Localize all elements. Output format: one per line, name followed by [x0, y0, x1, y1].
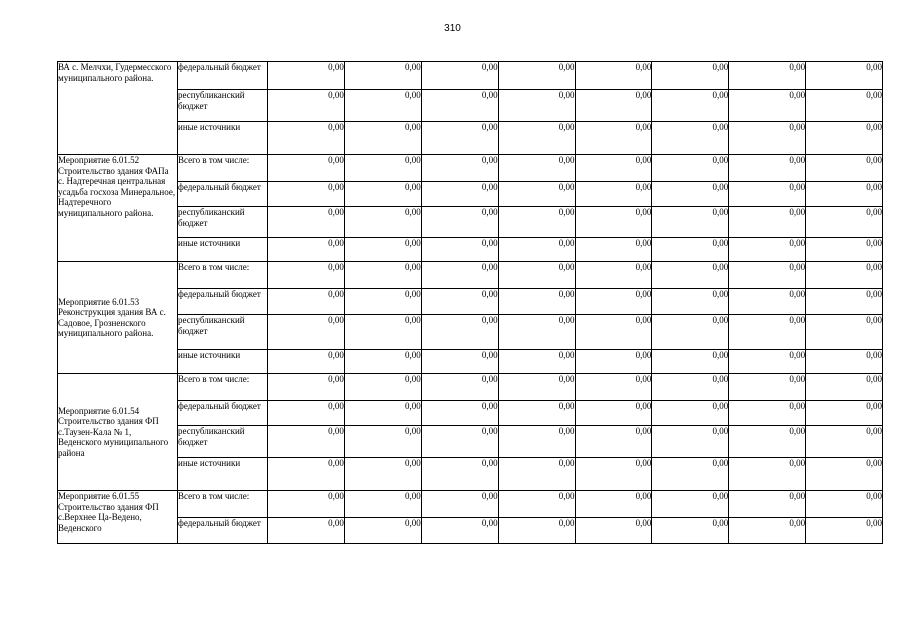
activity-cell: Мероприятие 6.01.53 Реконструкция здания ВА с. Садовое, Грозненского муниципального района. — [58, 262, 178, 374]
funding-source-cell: иные источники — [178, 350, 268, 374]
value-cell: 0,00 — [421, 491, 498, 518]
funding-source-cell: Всего в том числе: — [178, 262, 268, 289]
value-cell: 0,00 — [344, 262, 421, 289]
value-cell: 0,00 — [421, 518, 498, 544]
value-cell: 0,00 — [729, 238, 806, 262]
value-cell: 0,00 — [729, 155, 806, 182]
value-cell: 0,00 — [498, 315, 575, 350]
funding-source-cell: федеральный бюджет — [178, 518, 268, 544]
funding-source-cell: республиканский бюджет — [178, 426, 268, 458]
value-cell: 0,00 — [575, 518, 652, 544]
value-cell: 0,00 — [498, 122, 575, 155]
value-cell: 0,00 — [344, 401, 421, 426]
value-cell: 0,00 — [575, 315, 652, 350]
value-cell: 0,00 — [729, 491, 806, 518]
value-cell: 0,00 — [344, 62, 421, 90]
funding-source-cell: федеральный бюджет — [178, 289, 268, 315]
table-row — [58, 350, 883, 374]
value-cell: 0,00 — [575, 238, 652, 262]
value-cell: 0,00 — [344, 315, 421, 350]
value-cell: 0,00 — [652, 491, 729, 518]
value-cell: 0,00 — [729, 289, 806, 315]
value-cell: 0,00 — [575, 122, 652, 155]
value-cell: 0,00 — [268, 518, 345, 544]
value-cell: 0,00 — [729, 62, 806, 90]
value-cell: 0,00 — [268, 491, 345, 518]
value-cell: 0,00 — [575, 458, 652, 491]
value-cell: 0,00 — [806, 289, 883, 315]
funding-source-cell: республиканский бюджет — [178, 90, 268, 122]
value-cell: 0,00 — [806, 458, 883, 491]
value-cell: 0,00 — [806, 518, 883, 544]
table-row — [58, 518, 883, 544]
value-cell: 0,00 — [421, 238, 498, 262]
value-cell: 0,00 — [344, 374, 421, 401]
value-cell: 0,00 — [498, 518, 575, 544]
value-cell: 0,00 — [652, 207, 729, 238]
value-cell: 0,00 — [729, 315, 806, 350]
value-cell: 0,00 — [498, 350, 575, 374]
value-cell: 0,00 — [729, 262, 806, 289]
table-row — [58, 315, 883, 350]
value-cell: 0,00 — [268, 315, 345, 350]
table-row — [58, 90, 883, 122]
table-row — [58, 374, 883, 401]
table-row — [58, 401, 883, 426]
value-cell: 0,00 — [652, 238, 729, 262]
value-cell: 0,00 — [652, 518, 729, 544]
value-cell: 0,00 — [344, 289, 421, 315]
value-cell: 0,00 — [806, 62, 883, 90]
value-cell: 0,00 — [806, 426, 883, 458]
value-cell: 0,00 — [421, 182, 498, 207]
budget-table-body — [58, 62, 883, 544]
value-cell: 0,00 — [498, 262, 575, 289]
value-cell: 0,00 — [652, 122, 729, 155]
value-cell: 0,00 — [575, 289, 652, 315]
value-cell: 0,00 — [344, 491, 421, 518]
value-cell: 0,00 — [575, 350, 652, 374]
value-cell: 0,00 — [652, 155, 729, 182]
table-row — [58, 207, 883, 238]
value-cell: 0,00 — [268, 374, 345, 401]
value-cell: 0,00 — [344, 122, 421, 155]
value-cell: 0,00 — [652, 315, 729, 350]
value-cell: 0,00 — [421, 155, 498, 182]
funding-source-cell: федеральный бюджет — [178, 401, 268, 426]
value-cell: 0,00 — [344, 518, 421, 544]
value-cell: 0,00 — [806, 207, 883, 238]
value-cell: 0,00 — [421, 90, 498, 122]
value-cell: 0,00 — [575, 262, 652, 289]
value-cell: 0,00 — [729, 518, 806, 544]
value-cell: 0,00 — [575, 62, 652, 90]
value-cell: 0,00 — [575, 374, 652, 401]
value-cell: 0,00 — [806, 401, 883, 426]
value-cell: 0,00 — [268, 182, 345, 207]
value-cell: 0,00 — [652, 374, 729, 401]
value-cell: 0,00 — [806, 374, 883, 401]
value-cell: 0,00 — [268, 458, 345, 491]
value-cell: 0,00 — [729, 401, 806, 426]
value-cell: 0,00 — [268, 62, 345, 90]
budget-table — [57, 61, 883, 544]
value-cell: 0,00 — [421, 374, 498, 401]
value-cell: 0,00 — [344, 207, 421, 238]
value-cell: 0,00 — [498, 458, 575, 491]
value-cell: 0,00 — [268, 350, 345, 374]
funding-source-cell: иные источники — [178, 458, 268, 491]
value-cell: 0,00 — [421, 350, 498, 374]
value-cell: 0,00 — [652, 350, 729, 374]
value-cell: 0,00 — [575, 491, 652, 518]
value-cell: 0,00 — [498, 426, 575, 458]
value-cell: 0,00 — [344, 182, 421, 207]
value-cell: 0,00 — [806, 122, 883, 155]
table-row — [58, 491, 883, 518]
value-cell: 0,00 — [652, 262, 729, 289]
value-cell: 0,00 — [575, 426, 652, 458]
value-cell: 0,00 — [421, 458, 498, 491]
value-cell: 0,00 — [421, 315, 498, 350]
value-cell: 0,00 — [421, 426, 498, 458]
funding-source-cell: федеральный бюджет — [178, 62, 268, 90]
value-cell: 0,00 — [344, 90, 421, 122]
value-cell: 0,00 — [498, 238, 575, 262]
value-cell: 0,00 — [806, 182, 883, 207]
funding-source-cell: Всего в том числе: — [178, 155, 268, 182]
value-cell: 0,00 — [575, 90, 652, 122]
value-cell: 0,00 — [268, 207, 345, 238]
value-cell: 0,00 — [652, 62, 729, 90]
value-cell: 0,00 — [268, 426, 345, 458]
value-cell: 0,00 — [268, 289, 345, 315]
value-cell: 0,00 — [575, 182, 652, 207]
value-cell: 0,00 — [268, 238, 345, 262]
value-cell: 0,00 — [268, 262, 345, 289]
funding-source-cell: республиканский бюджет — [178, 207, 268, 238]
value-cell: 0,00 — [498, 491, 575, 518]
value-cell: 0,00 — [421, 401, 498, 426]
value-cell: 0,00 — [806, 315, 883, 350]
value-cell: 0,00 — [498, 90, 575, 122]
value-cell: 0,00 — [421, 262, 498, 289]
value-cell: 0,00 — [652, 401, 729, 426]
value-cell: 0,00 — [498, 155, 575, 182]
value-cell: 0,00 — [575, 155, 652, 182]
table-row — [58, 182, 883, 207]
value-cell: 0,00 — [729, 350, 806, 374]
activity-cell: Мероприятие 6.01.55 Строительство здания ФП с.Верхнее Ца-Ведено, Веденского — [58, 491, 178, 544]
value-cell: 0,00 — [344, 458, 421, 491]
funding-source-cell: иные источники — [178, 122, 268, 155]
value-cell: 0,00 — [421, 207, 498, 238]
funding-source-cell: Всего в том числе: — [178, 491, 268, 518]
value-cell: 0,00 — [729, 374, 806, 401]
funding-source-cell: иные источники — [178, 238, 268, 262]
value-cell: 0,00 — [498, 207, 575, 238]
value-cell: 0,00 — [498, 374, 575, 401]
table-row — [58, 262, 883, 289]
value-cell: 0,00 — [729, 182, 806, 207]
value-cell: 0,00 — [344, 426, 421, 458]
value-cell: 0,00 — [268, 155, 345, 182]
funding-source-cell: республиканский бюджет — [178, 315, 268, 350]
table-row — [58, 238, 883, 262]
value-cell: 0,00 — [652, 182, 729, 207]
table-row — [58, 426, 883, 458]
value-cell: 0,00 — [498, 289, 575, 315]
funding-source-cell: федеральный бюджет — [178, 182, 268, 207]
value-cell: 0,00 — [421, 62, 498, 90]
value-cell: 0,00 — [806, 155, 883, 182]
value-cell: 0,00 — [806, 238, 883, 262]
value-cell: 0,00 — [344, 155, 421, 182]
value-cell: 0,00 — [806, 350, 883, 374]
value-cell: 0,00 — [652, 289, 729, 315]
value-cell: 0,00 — [575, 401, 652, 426]
activity-cell: ВА с. Мелчхи, Гудермесского муниципального района. — [58, 62, 178, 155]
value-cell: 0,00 — [421, 289, 498, 315]
table-row — [58, 289, 883, 315]
value-cell: 0,00 — [344, 350, 421, 374]
funding-source-cell: Всего в том числе: — [178, 374, 268, 401]
page-number: 310 — [444, 23, 461, 34]
value-cell: 0,00 — [729, 426, 806, 458]
value-cell: 0,00 — [729, 122, 806, 155]
value-cell: 0,00 — [652, 426, 729, 458]
value-cell: 0,00 — [806, 90, 883, 122]
table-row — [58, 122, 883, 155]
value-cell: 0,00 — [421, 122, 498, 155]
value-cell: 0,00 — [498, 182, 575, 207]
value-cell: 0,00 — [729, 207, 806, 238]
value-cell: 0,00 — [498, 401, 575, 426]
table-row — [58, 62, 883, 90]
activity-cell: Мероприятие 6.01.54 Строительство здания ФП с.Таузен-Кала № 1, Веденского муниципального района — [58, 374, 178, 491]
value-cell: 0,00 — [806, 491, 883, 518]
activity-cell: Мероприятие 6.01.52 Строительство здания ФАПа с. Надтеречная центральная усадьба госхоза Минеральное, Надтеречного муниципального района. — [58, 155, 178, 262]
table-row — [58, 458, 883, 491]
value-cell: 0,00 — [344, 238, 421, 262]
value-cell: 0,00 — [498, 62, 575, 90]
value-cell: 0,00 — [729, 458, 806, 491]
value-cell: 0,00 — [575, 207, 652, 238]
value-cell: 0,00 — [268, 122, 345, 155]
value-cell: 0,00 — [652, 458, 729, 491]
value-cell: 0,00 — [652, 90, 729, 122]
value-cell: 0,00 — [268, 90, 345, 122]
value-cell: 0,00 — [806, 262, 883, 289]
value-cell: 0,00 — [268, 401, 345, 426]
value-cell: 0,00 — [729, 90, 806, 122]
table-row — [58, 155, 883, 182]
